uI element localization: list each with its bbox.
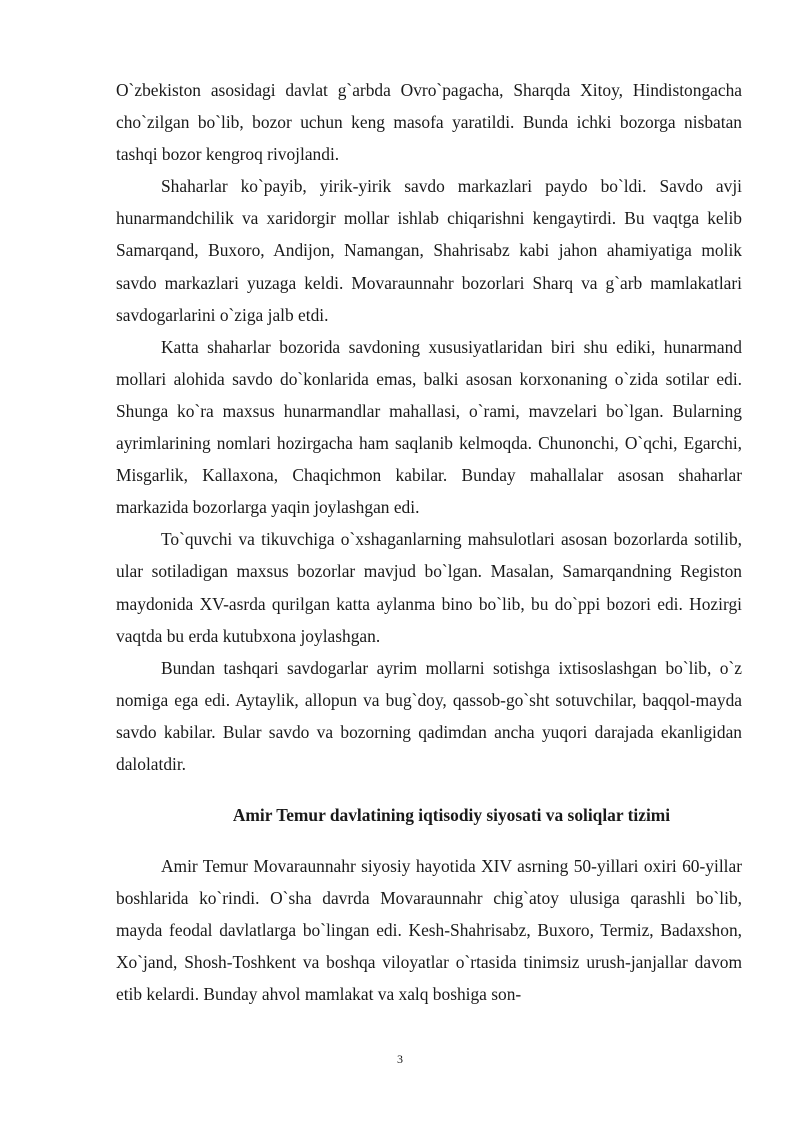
paragraph: Bundan tashqari savdogarlar ayrim mollarni sotishga ixtisoslashgan bo`lib, o`z nomiga ega edi. Aytaylik, allopun va bug`doy, qassob-go`sht sotuvchilar, baqqol-mayda savdo kabilar. Bular savdo va bozorning qadimdan ancha yuqori darajada ekanligidan dalolatdir. — [116, 657, 742, 774]
page-number: 3 — [397, 1052, 403, 1066]
section-heading: Amir Temur davlatining iqtisodiy siyosati va soliqlar tizimi — [232, 805, 671, 826]
paragraph: Amir Temur Movaraunnahr siyosiy hayotida XIV asrning 50-yillari oxiri 60-yillar boshlarida ko`rindi. O`sha davrda Movaraunnahr chig`atoy ulusiga qarashli bo`lib, mayda feodal davlatlarga bo`lingan edi. Kesh-Shahrisabz, Buxoro, Termiz, Badaxshon, Xo`jand, Shosh-Toshkent va boshqa viloyatlar o`rtasida tinimsiz urush-janjallar davom etib kelardi. Bunday ahvol mamlakat va xalq boshiga son- — [116, 856, 742, 1005]
paragraph: Katta shaharlar bozorida savdoning xususiyatlaridan biri shu ediki, hunarmand mollari alohida savdo do`konlarida emas, balki asosan korxonaning o`zida sotilar edi. Shunga ko`ra maxsus hunarmandlar mahallasi, o`rami, mavzelari bo`lgan. Bularning ayrimlarining nomlari hozirgacha ham saqlanib kelmoqda. Chunonchi, O`qchi, Egarchi, Misgarlik, Kallaxona, Chaqichmon kabilar. Bunday mahallalar asosan shaharlar markazida bozorlarga yaqin joylashgan edi. — [116, 336, 742, 518]
paragraph: O`zbekiston asosidagi davlat g`arbda Ovro`pagacha, Sharqda Xitoy, Hindistongacha cho`zilgan bo`lib, bozor uchun keng masofa yaratildi. Bunda ichki bozorga nisbatan tashqi bozor kengroq rivojlandi. — [116, 80, 742, 165]
paragraph: To`quvchi va tikuvchiga o`xshaganlarning mahsulotlari asosan bozorlarda sotilib, ular sotiladigan maxsus bozorlar mavjud bo`lgan. Masalan, Samarqandning Registon maydonida XV-asrda qurilgan katta aylanma bino bo`lib, bu do`ppi bozori edi. Hozirgi vaqtda bu erda kutubxona joylashgan. — [116, 529, 742, 646]
page-body — [116, 74, 742, 1011]
paragraph: Shaharlar ko`payib, yirik-yirik savdo markazlari paydo bo`ldi. Savdo avji hunarmandchilik va xaridorgir mollar ishlab chiqarishni kengaytirdi. Bu vaqtga kelib Samarqand, Buxoro, Andijon, Namangan, Shahrisabz kabi jahon ahamiyatiga molik savdo markazlari yuzaga keldi. Movaraunnahr bozorlari Sharq va g`arb mamlakatlari savdogarlarini o`ziga jalb etdi. — [116, 176, 742, 325]
